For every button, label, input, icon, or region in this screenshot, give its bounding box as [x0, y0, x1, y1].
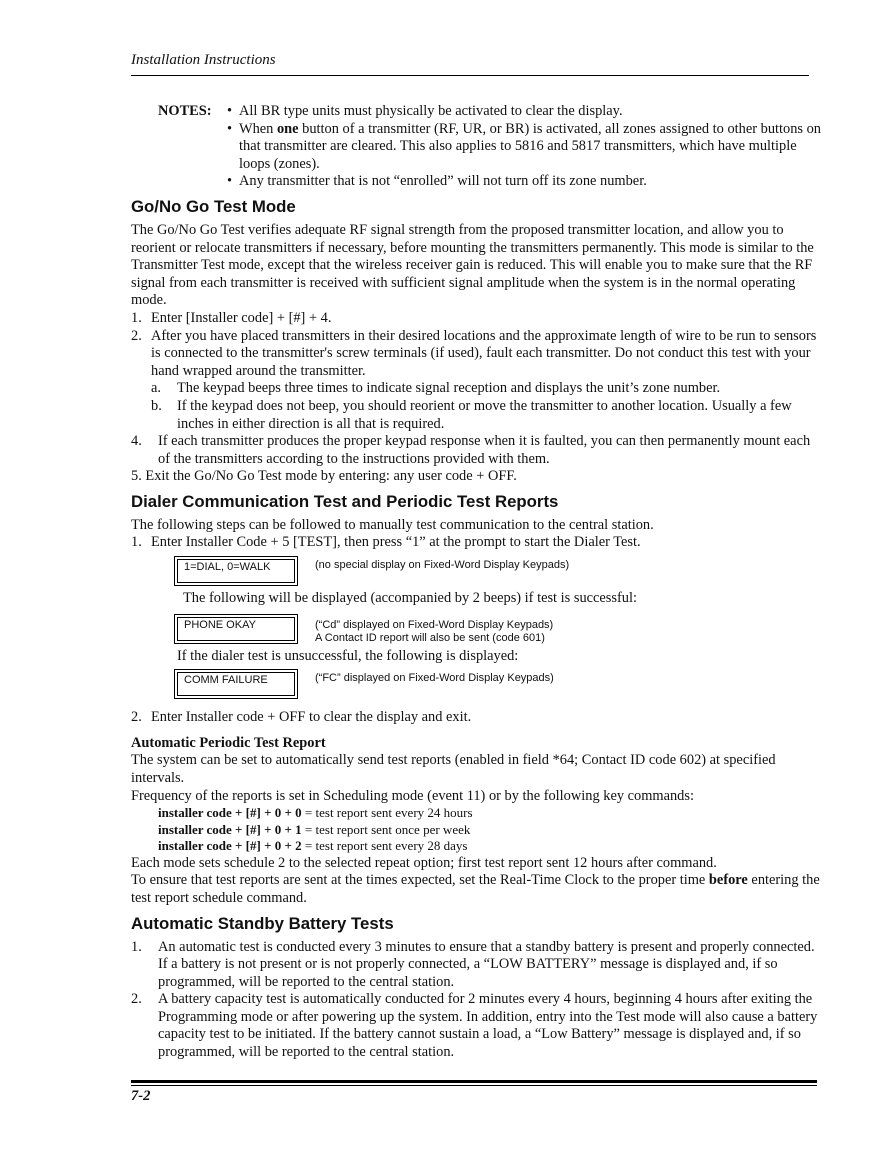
list-item [131, 433, 821, 468]
paragraph: Each mode sets schedule 2 to the selected repeat option; first test report sent 12 hours after command. [131, 854, 717, 871]
list-text: An automatic test is conducted every 3 minutes to ensure that a standby battery is present and properly connected. If a battery is not present or is not properly connected, a “LOW BATTERY” message is displayed and, if so programmed, will be reported to the central station. [158, 938, 815, 990]
paragraph: The following steps can be followed to manually test communication to the central station. [131, 516, 654, 533]
footer-rule [131, 1080, 817, 1083]
note-text: button of a transmitter (RF, UR, or BR) is activated, all zones assigned to other buttons on that transmitter are cleared. This also applies to 5816 and 5817 transmitters, which have multiple loops (zones). [239, 120, 821, 172]
list-number: 2. [131, 709, 142, 726]
sub-list-item [131, 398, 821, 433]
display-note: (“FC” displayed on Fixed-Word Display Keypads) [315, 672, 554, 685]
list-item [131, 468, 821, 486]
paragraph-emphasis: before [708, 872, 748, 889]
keypad-display-example [131, 614, 821, 648]
body-text [131, 103, 821, 1062]
paragraph-text: To ensure that test reports are sent at the times expected, set the Real-Time Clock to the proper time [131, 872, 709, 889]
list-number: 5. [131, 468, 142, 485]
key-command [131, 838, 821, 855]
note-emphasis: one [276, 120, 299, 137]
display-note-line: A Contact ID report will also be sent (code 601) [315, 631, 545, 644]
paragraph [131, 872, 821, 907]
list-number: 1. [131, 309, 142, 326]
lcd-display-box [174, 614, 298, 644]
display-note: (no special display on Fixed-Word Display Keypads) [315, 559, 570, 572]
paragraph: Frequency of the reports is set in Scheduling mode (event 11) or by the following key commands: [131, 787, 694, 804]
list-text: Enter Installer code + OFF to clear the display and exit. [151, 709, 472, 726]
lcd-display-box [174, 556, 298, 586]
page-number: 7-2 [131, 1088, 151, 1104]
lcd-text: COMM FAILURE [184, 674, 268, 687]
list-item [131, 310, 821, 328]
header-rule [131, 75, 809, 76]
section-heading-go-no-go: Go/No Go Test Mode [131, 196, 296, 216]
command-keys: installer code + [#] + 0 + 1 [158, 821, 302, 837]
list-item [131, 709, 821, 727]
paragraph: The Go/No Go Test verifies adequate RF signal strength from the proposed transmitter location, and allow you to reorient or relocate transmitters if necessary, before mounting the transmitters permanently. This mode is similar to the Transmitter Test mode, except that the wireless receiver gain is reduced. This will enable you to make sure that the RF signal from each transmitter is received with sufficient signal amplitude when the system is in the normal operating mode. [131, 221, 814, 309]
paragraph: The system can be set to automatically send test reports (enabled in field *64; Contact ID code 602) at specified intervals. [131, 752, 776, 787]
paragraph: If the dialer test is unsuccessful, the following is displayed: [177, 647, 519, 664]
keypad-display-example [131, 556, 821, 587]
list-text: Enter Installer Code + 5 [TEST], then press “1” at the prompt to start the Dialer Test. [151, 534, 641, 551]
section-heading-battery: Automatic Standby Battery Tests [131, 913, 394, 933]
display-note [315, 619, 553, 645]
list-number: b. [151, 397, 162, 414]
note-item: • Any transmitter that is not “enrolled” will not turn off its zone number. [227, 173, 821, 191]
list-text: Enter [Installer code] + [#] + 4. [151, 309, 332, 326]
running-header: Installation Instructions [131, 52, 276, 68]
command-desc: = test report sent every 24 hours [301, 805, 473, 821]
list-text: The keypad beeps three times to indicate signal reception and displays the unit’s zone number. [177, 380, 721, 397]
list-item [131, 939, 821, 992]
list-text: After you have placed transmitters in their desired locations and the approximate length of wire to be run to sensors is connected to the transmitter's screw terminals (if used), fault each transmitter. Do not conduct this test with your hand wrapped around the transmitter. [151, 327, 817, 379]
list-number: a. [151, 380, 161, 397]
list-item [131, 328, 821, 381]
list-number: 4. [131, 433, 142, 450]
list-item [131, 991, 821, 1061]
lcd-text: 1=DIAL, 0=WALK [184, 561, 271, 574]
list-number: 1. [131, 938, 142, 955]
paragraph: The following will be displayed (accompanied by 2 beeps) if test is successful: [183, 590, 637, 607]
list-text: If each transmitter produces the proper keypad response when it is faulted, you can then permanently mount each of the transmitters according to the instructions provided with them. [158, 433, 811, 467]
notes-block [131, 103, 821, 191]
list-text: A battery capacity test is automatically conducted for 2 minutes every 4 hours, beginning 4 hours after exiting the Programming mode or after powering up the system. In addition, entry into the Test mode will also cause a battery capacity test to be initiated. If the battery cannot sustain a load, a “Low Battery” message is displayed and, if so programmed, will be reported to the central station. [158, 991, 818, 1061]
list-text: Exit the Go/No Go Test mode by entering: any user code + OFF. [145, 468, 517, 485]
note-item [227, 121, 821, 174]
keypad-display-example [131, 669, 821, 705]
key-command [131, 805, 821, 822]
command-keys: installer code + [#] + 0 + 0 [158, 805, 302, 821]
command-keys: installer code + [#] + 0 + 2 [158, 838, 302, 854]
footer-rule-thin [131, 1085, 817, 1086]
paragraph-text: entering the test report schedule command. [131, 872, 820, 906]
list-item [131, 534, 821, 552]
display-note-line: (“Cd” displayed on Fixed-Word Display Keypads) [315, 618, 554, 631]
list-number: 1. [131, 534, 142, 551]
key-command [131, 822, 821, 839]
subsection-heading-periodic: Automatic Periodic Test Report [131, 734, 326, 751]
lcd-text: PHONE OKAY [184, 618, 256, 631]
list-number: 2. [131, 991, 142, 1008]
note-item: • All BR type units must physically be activated to clear the display. [227, 103, 821, 121]
notes-label: NOTES: [158, 103, 212, 119]
sub-list-item [131, 380, 821, 398]
note-text: When [239, 120, 277, 137]
lcd-display-box [174, 669, 298, 699]
command-desc: = test report sent once per week [301, 821, 471, 837]
command-desc: = test report sent every 28 days [301, 838, 468, 854]
section-heading-dialer: Dialer Communication Test and Periodic Test Reports [131, 491, 559, 511]
list-text: If the keypad does not beep, you should reorient or move the transmitter to another location. Usually a few inches in either direction is all that is required. [177, 397, 792, 432]
list-number: 2. [131, 327, 142, 344]
